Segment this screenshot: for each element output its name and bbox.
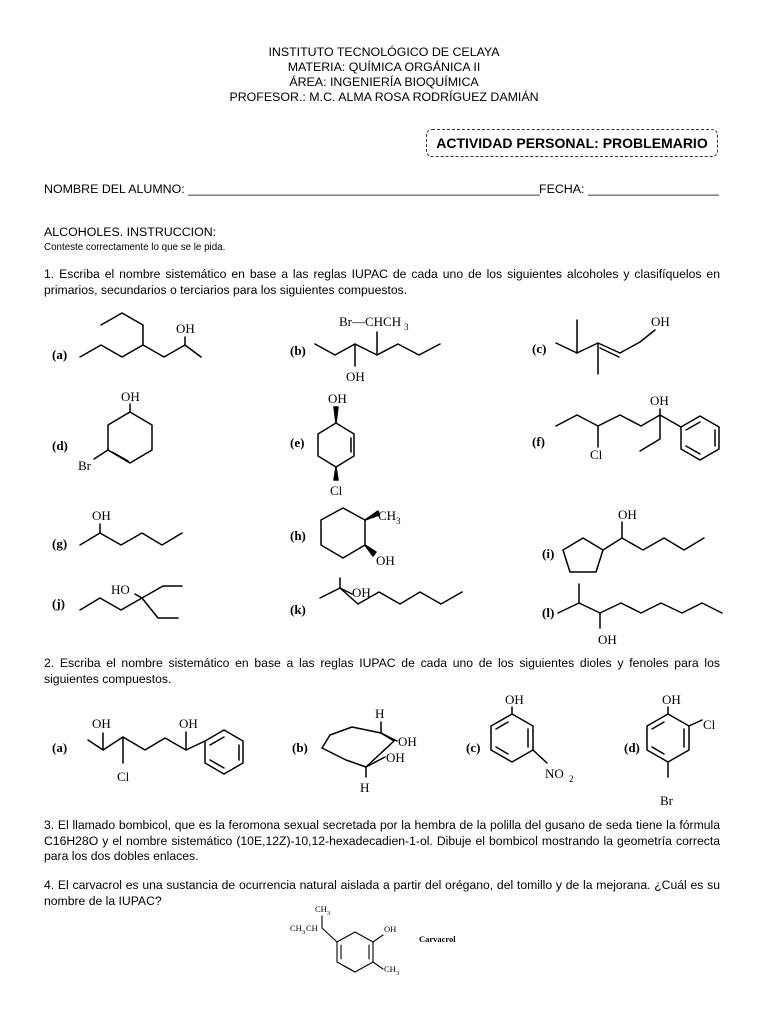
instruction-text: Conteste correctamente lo que se le pida. bbox=[44, 242, 226, 253]
svg-text:Br: Br bbox=[78, 458, 91, 473]
q1-label-g: (g) bbox=[52, 536, 68, 551]
structure-1g bbox=[80, 508, 182, 545]
svg-text:OH: OH bbox=[662, 692, 681, 707]
structure-1h bbox=[321, 508, 401, 568]
q1-label-k: (k) bbox=[290, 602, 306, 617]
q2-label-c: (c) bbox=[466, 740, 481, 755]
svg-text:OH: OH bbox=[176, 321, 195, 336]
activity-box: ACTIVIDAD PERSONAL: PROBLEMARIO bbox=[426, 129, 718, 157]
svg-text:3: 3 bbox=[302, 929, 306, 936]
svg-text:OH: OH bbox=[398, 734, 417, 749]
svg-text:OH: OH bbox=[376, 553, 395, 568]
svg-text:CH: CH bbox=[384, 964, 396, 974]
svg-text:HO: HO bbox=[111, 582, 130, 597]
professor-line: PROFESOR.: M.C. ALMA ROSA RODRÍGUEZ DAMIÁN bbox=[229, 90, 539, 104]
svg-text:OH: OH bbox=[618, 507, 637, 522]
svg-text:OH: OH bbox=[92, 716, 111, 731]
structure-1d bbox=[78, 389, 152, 473]
svg-text:Cl: Cl bbox=[703, 717, 716, 732]
structure-1f bbox=[556, 393, 719, 462]
q1-label-c: (c) bbox=[532, 341, 547, 356]
structure-1l bbox=[558, 584, 722, 647]
svg-text:CH: CH bbox=[315, 904, 327, 914]
q2-label-a: (a) bbox=[52, 740, 68, 755]
structure-1c bbox=[556, 314, 670, 374]
svg-text:Cl: Cl bbox=[330, 483, 343, 498]
q1-label-e: (e) bbox=[290, 435, 305, 450]
date-field: FECHA: ___________________ bbox=[539, 182, 719, 196]
q2-label-d: (d) bbox=[624, 740, 640, 755]
structure-2c bbox=[491, 692, 574, 784]
svg-text:3: 3 bbox=[404, 322, 409, 332]
structure-1a bbox=[80, 313, 201, 357]
svg-text:OH: OH bbox=[328, 391, 347, 406]
svg-text:OH: OH bbox=[179, 716, 198, 731]
svg-text:3: 3 bbox=[396, 970, 400, 977]
svg-text:3: 3 bbox=[396, 516, 401, 526]
structure-2a bbox=[88, 716, 243, 784]
svg-text:Br: Br bbox=[660, 793, 673, 808]
svg-text:CH: CH bbox=[306, 923, 318, 933]
svg-text:OH: OH bbox=[92, 508, 111, 523]
question-2: 2. Escriba el nombre sistemático en base a las reglas IUPAC de cada uno de los siguientes dioles y fenoles para los siguientes compuestos. bbox=[44, 656, 720, 686]
institution-title: INSTITUTO TECNOLÓGICO DE CELAYA bbox=[268, 45, 500, 59]
svg-text:OH: OH bbox=[121, 389, 140, 404]
svg-text:CH: CH bbox=[378, 508, 397, 523]
area-line: ÁREA: INGENIERÍA BIOQUÍMICA bbox=[289, 75, 479, 89]
svg-text:Carvacrol: Carvacrol bbox=[419, 934, 456, 944]
q1-label-h: (h) bbox=[290, 528, 306, 543]
svg-text:OH: OH bbox=[346, 369, 365, 384]
structure-1b bbox=[315, 314, 440, 384]
q1-label-l: (l) bbox=[542, 605, 555, 620]
structure-1i bbox=[563, 507, 704, 572]
structure-1e bbox=[318, 391, 354, 498]
q1-label-j: (j) bbox=[52, 596, 65, 611]
svg-text:OH: OH bbox=[598, 632, 617, 647]
q2-label-b: (b) bbox=[292, 740, 308, 755]
svg-text:2: 2 bbox=[569, 774, 574, 784]
student-name-field: NOMBRE DEL ALUMNO: ___________________________________________________ bbox=[44, 182, 540, 196]
structure-2b bbox=[322, 706, 417, 795]
svg-text:OH: OH bbox=[384, 924, 397, 934]
q1-label-b: (b) bbox=[290, 343, 306, 358]
section-title: ALCOHOLES. INSTRUCCION: bbox=[44, 225, 217, 239]
structure-carvacrol bbox=[290, 904, 456, 977]
question-1: 1. Escriba el nombre sistemático en base a las reglas IUPAC de cada uno de los siguientes alcoholes y clasifíquelos en primarios, secundarios o terciarios para los siguientes compuestos. bbox=[44, 267, 720, 297]
q1-label-d: (d) bbox=[52, 438, 68, 453]
svg-text:NO: NO bbox=[545, 766, 564, 781]
q1-label-i: (i) bbox=[542, 546, 555, 561]
structure-1k bbox=[320, 578, 462, 604]
svg-text:CH: CH bbox=[290, 923, 302, 933]
question-4: 4. El carvacrol es una sustancia de ocurrencia natural aislada a partir del orégano, del tomillo y de la mejorana. ¿Cuál es su nombre de la IUPAC? bbox=[44, 878, 720, 908]
q1-label-f: (f) bbox=[532, 434, 545, 449]
svg-text:OH: OH bbox=[650, 393, 669, 408]
question-3: 3. El llamado bombicol, que es la feromona sexual secretada por la hembra de la polilla del gusano de seda tiene la fórmula C16H28O y el nombre sistemático (10E,12Z)-10,12-hexadecadien-1-ol. Dibuje el bombicol mostrando la geometría correcta para los dos dobles enlaces. bbox=[44, 818, 720, 863]
svg-text:Cl: Cl bbox=[590, 447, 603, 462]
svg-text:H: H bbox=[360, 780, 370, 795]
structure-1j bbox=[80, 582, 182, 618]
structure-2d bbox=[647, 692, 716, 808]
svg-text:Cl: Cl bbox=[117, 769, 130, 784]
svg-text:3: 3 bbox=[327, 910, 331, 917]
q1-label-a: (a) bbox=[52, 347, 68, 362]
svg-text:OH: OH bbox=[386, 750, 405, 765]
svg-text:OH: OH bbox=[651, 314, 670, 329]
svg-text:OH: OH bbox=[352, 585, 371, 600]
svg-text:OH: OH bbox=[505, 692, 524, 707]
svg-text:H: H bbox=[375, 706, 385, 721]
svg-text:Br—CHCH: Br—CHCH bbox=[339, 314, 402, 329]
subject-line: MATERIA: QUÍMICA ORGÁNICA II bbox=[287, 60, 481, 74]
